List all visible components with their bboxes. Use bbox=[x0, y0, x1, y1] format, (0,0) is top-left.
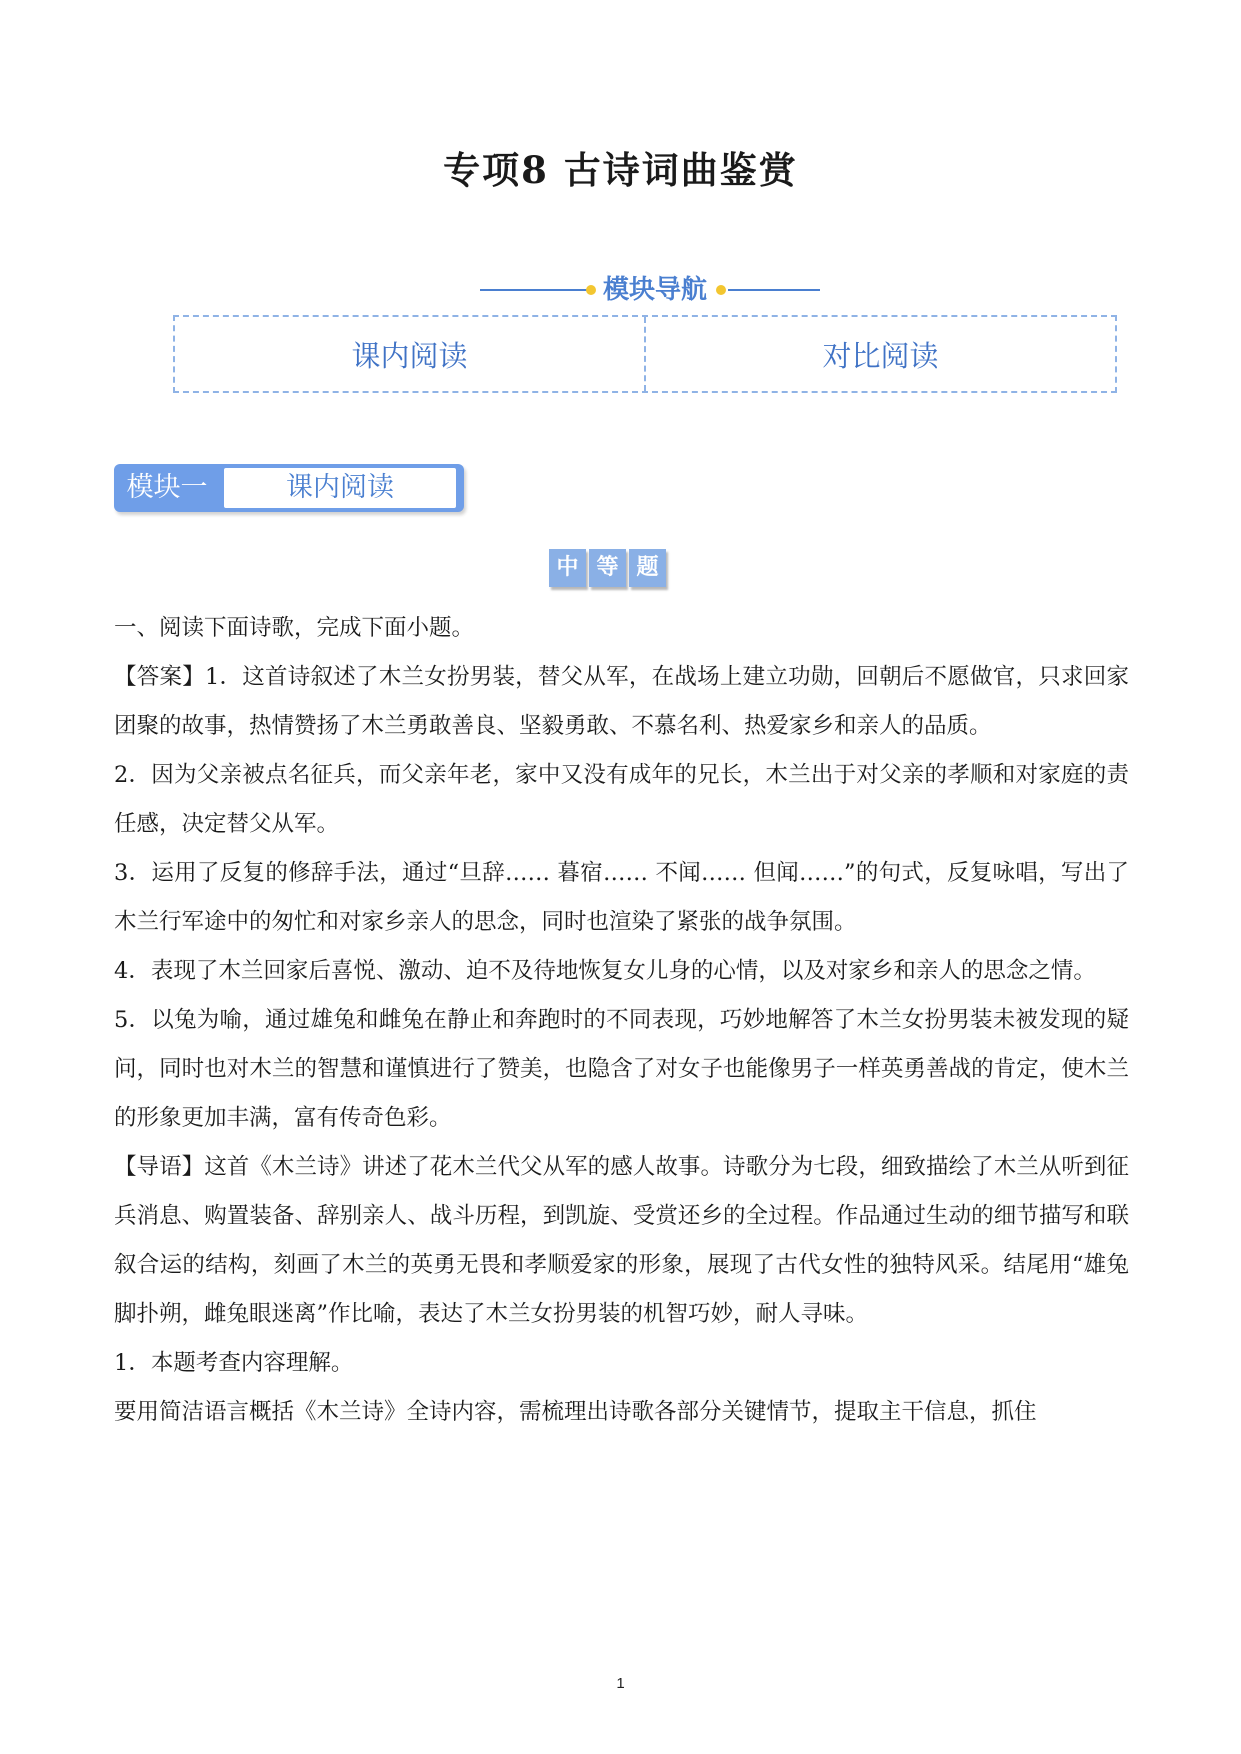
analysis-paragraph: 要用简洁语言概括《木兰诗》全诗内容，需梳理出诗歌各部分关键情节，提取主干信息，抓住 bbox=[114, 1399, 1037, 1425]
nav-divider-left bbox=[480, 289, 588, 291]
difficulty-badge bbox=[549, 549, 666, 587]
difficulty-char: 题 bbox=[629, 549, 666, 587]
document-body bbox=[114, 604, 1129, 1437]
answer-paragraph: 5．以兔为喻，通过雄兔和雌兔在静止和奔跑时的不同表现，巧妙地解答了木兰女扮男装未被发现的疑问，同时也对木兰的智慧和谨慎进行了赞美，也隐含了对女子也能像男子一样英勇善战的肯定，使木兰的形象更加丰满，富有传奇色彩。 bbox=[114, 1007, 1129, 1131]
module-name: 课内阅读 bbox=[224, 468, 456, 508]
nav-dot-left-icon bbox=[586, 285, 596, 295]
answer-paragraph: 2．因为父亲被点名征兵，而父亲年老，家中又没有成年的兄长，木兰出于对父亲的孝顺和对家庭的责任感，决定替父从军。 bbox=[114, 762, 1129, 837]
nav-item-comparative-reading[interactable]: 对比阅读 bbox=[822, 338, 939, 373]
nav-divider-right bbox=[728, 289, 820, 291]
module-tag: 模块一 bbox=[126, 472, 208, 503]
guide-paragraph: 【导语】这首《木兰诗》讲述了花木兰代父从军的感人故事。诗歌分为七段，细致描绘了木兰从听到征兵消息、购置装备、辞别亲人、战斗历程，到凯旋、受赏还乡的全过程。作品通过生动的细节描写和联叙合运的结构，刻画了木兰的英勇无畏和孝顺爱家的形象，展现了古代女性的独特风采。结尾用“雄兔脚扑朔，雌兔眼迷离”作比喻，表达了木兰女扮男装的机智巧妙，耐人寻味。 bbox=[114, 1154, 1129, 1327]
nav-dot-right-icon bbox=[716, 285, 726, 295]
difficulty-char: 中 bbox=[549, 549, 586, 587]
answer-paragraph: 【答案】1．这首诗叙述了木兰女扮男装，替父从军，在战场上建立功勋，回朝后不愿做官，只求回家团聚的故事，热情赞扬了木兰勇敢善良、坚毅勇敢、不慕名利、热爱家乡和亲人的品质。 bbox=[114, 664, 1129, 739]
question-intro: 一、阅读下面诗歌，完成下面小题。 bbox=[114, 615, 475, 641]
module-nav-heading bbox=[480, 270, 820, 310]
answer-paragraph: 3．运用了反复的修辞手法，通过“旦辞…… 暮宿…… 不闻…… 但闻……”的句式，反复咏唱，写出了木兰行军途中的匆忙和对家乡亲人的思念，同时也渲染了紧张的战争氛围。 bbox=[114, 860, 1129, 935]
nav-item-in-class-reading[interactable]: 课内阅读 bbox=[175, 317, 646, 391]
module-nav-table bbox=[173, 315, 1117, 393]
analysis-heading: 1．本题考查内容理解。 bbox=[114, 1350, 354, 1376]
module-header bbox=[114, 464, 464, 512]
module-nav-label: 模块导航 bbox=[602, 275, 707, 305]
difficulty-char: 等 bbox=[589, 549, 626, 587]
answer-paragraph: 4．表现了木兰回家后喜悦、激动、迫不及待地恢复女儿身的心情，以及对家乡和亲人的思念之情。 bbox=[114, 958, 1096, 984]
page-title: 专项8 古诗词曲鉴赏 bbox=[443, 148, 798, 192]
page-number: 1 bbox=[616, 1675, 625, 1692]
